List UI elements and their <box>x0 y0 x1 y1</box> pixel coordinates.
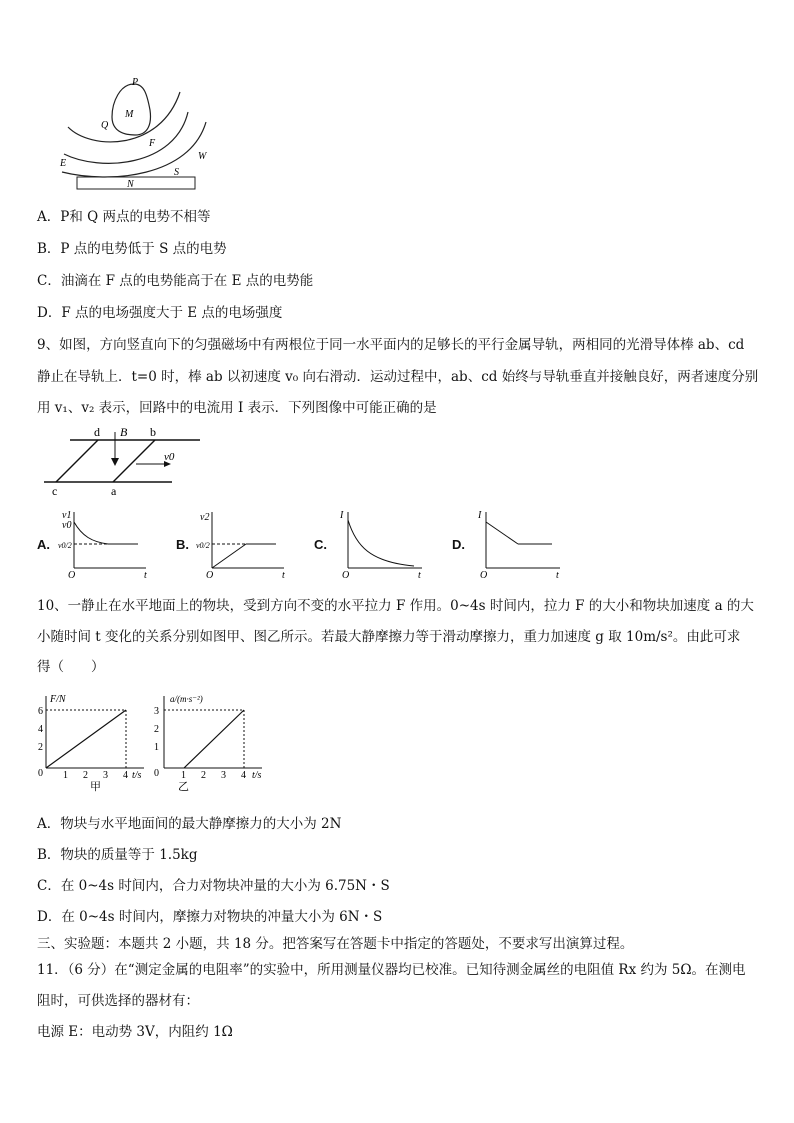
acceleration-ytick: 0 <box>154 768 159 779</box>
b-t-label: t <box>282 570 285 580</box>
q10-option-b: B．物块的质量等于 1.5kg <box>37 847 198 863</box>
a-y2-label: v0 <box>62 520 72 531</box>
label-S: S <box>174 167 179 178</box>
force-xtick: 3 <box>103 770 108 781</box>
d-t-label: t <box>556 570 559 580</box>
a-half-label: v0/2 <box>58 541 72 550</box>
q9-option-c-letter: C. <box>314 537 327 552</box>
acceleration-ytick: 3 <box>154 706 159 717</box>
q10-option-a: A．物块与水平地面间的最大静摩擦力的大小为 2N <box>37 816 342 832</box>
force-ytick: 2 <box>38 742 43 753</box>
q9-stem-line2: 静止在导轨上．t=0 时，棒 ab 以初速度 v₀ 向右滑动．运动过程中，ab、cd 始终与导轨垂直并接触良好，两者速度分别 <box>37 369 759 385</box>
label-a: a <box>111 484 117 498</box>
q9-option-a-graph <box>58 508 154 580</box>
force-x-axis-label: t/s <box>132 770 142 781</box>
force-xtick: 1 <box>63 770 68 781</box>
q11-stem-line3: 电源 E：电动势 3V，内阻约 1Ω <box>37 1024 233 1040</box>
force-xtick: 4 <box>123 770 128 781</box>
q8-option-b: B．P 点的电势低于 S 点的电势 <box>37 241 227 257</box>
q9-option-d-letter: D. <box>452 537 465 552</box>
acceleration-xtick: 2 <box>201 770 206 781</box>
label-Q: Q <box>101 120 109 131</box>
label-B-field: B <box>120 425 128 439</box>
force-series-line <box>46 710 126 768</box>
force-chart-caption: 甲 <box>90 781 101 792</box>
q9-stem-line1: 9、如图，方向竖直向下的匀强磁场中有两根位于同一水平面内的足够长的平行金属导轨，两相同的光滑导体棒 ab、cd <box>37 337 745 353</box>
q10-option-d: D．在 0~4s 时间内，摩擦力对物块的冲量大小为 6N・S <box>37 909 383 925</box>
q11-stem-line2: 阻时，可供选择的器材有： <box>37 993 199 1009</box>
q9-option-d-graph <box>472 508 568 580</box>
force-y-axis-label: F/N <box>50 694 66 705</box>
acceleration-series-line <box>184 710 244 768</box>
force-ytick: 6 <box>38 706 43 717</box>
label-N: N <box>127 179 134 190</box>
q10-stem-line3: 得（ ） <box>37 659 105 675</box>
label-d: d <box>94 425 100 439</box>
acceleration-ytick: 2 <box>154 724 159 735</box>
force-ytick: 4 <box>38 724 43 735</box>
q10-option-c: C．在 0~4s 时间内，合力对物块冲量的大小为 6.75N・S <box>37 878 390 894</box>
q10-chart-force <box>34 690 150 792</box>
q10-chart-acceleration <box>148 690 268 792</box>
section-3-heading: 三、实验题：本题共 2 小题，共 18 分。把答案写在答题卡中指定的答题处，不要求写出演算过程。 <box>37 936 634 952</box>
c-origin-label: O <box>342 570 350 580</box>
c-t-label: t <box>418 570 421 580</box>
a-t-label: t <box>144 570 147 580</box>
q11-stem-line1: 11．（6 分）在“测定金属的电阻率”的实验中，所用测量仪器均已校准。已知待测金属丝的电阻值 Rx 约为 5Ω。在测电 <box>37 962 746 978</box>
b-y-label: v2 <box>200 512 210 523</box>
q10-stem-line2: 小随时间 t 变化的关系分别如图甲、图乙所示。若最大静摩擦力等于滑动摩擦力，重力加速度 g 取 10m/s²。由此可求 <box>37 629 741 645</box>
label-W: W <box>198 151 207 162</box>
q9-option-b-letter: B. <box>176 537 189 552</box>
label-E: E <box>60 158 67 169</box>
c-y-label: I <box>340 510 344 521</box>
acceleration-chart-caption: 乙 <box>178 781 189 792</box>
label-P: P <box>132 77 139 88</box>
label-c: c <box>52 484 58 498</box>
q8-field-figure <box>50 72 220 196</box>
force-xtick: 2 <box>83 770 88 781</box>
q10-stem-line1: 10、一静止在水平地面上的物块，受到方向不变的水平拉力 F 作用。0~4s 时间内，拉力 F 的大小和物块加速度 a 的大 <box>37 598 754 614</box>
d-origin-label: O <box>480 570 488 580</box>
a-origin-label: O <box>68 570 76 580</box>
label-M: M <box>125 109 134 120</box>
q9-rails-figure <box>40 422 210 498</box>
label-b: b <box>150 425 156 439</box>
b-origin-label: O <box>206 570 214 580</box>
q9-stem-line3: 用 v₁、v₂ 表示，回路中的电流用 I 表示．下列图像中可能正确的是 <box>37 400 437 416</box>
q8-option-c: C．油滴在 F 点的电势能高于在 E 点的电势能 <box>37 273 314 289</box>
q8-option-a: A．P和 Q 两点的电势不相等 <box>37 209 211 225</box>
label-F: F <box>149 138 156 149</box>
b-half-label: v0/2 <box>196 541 210 550</box>
q9-option-c-graph <box>334 508 430 580</box>
acceleration-xtick: 4 <box>241 770 246 781</box>
q8-option-d: D．F 点的电场强度大于 E 点的电场强度 <box>37 305 283 321</box>
force-ytick: 0 <box>38 768 43 779</box>
label-v0: v0 <box>164 451 175 463</box>
acceleration-xtick: 1 <box>181 770 186 781</box>
a-y1-label: v1 <box>62 510 72 521</box>
acceleration-ytick: 1 <box>154 742 159 753</box>
acceleration-y-axis-label: a/(m·s⁻²) <box>170 694 203 704</box>
q9-option-a-letter: A. <box>37 537 50 552</box>
acceleration-xtick: 3 <box>221 770 226 781</box>
q9-option-b-graph <box>196 508 292 580</box>
acceleration-x-axis-label: t/s <box>252 770 262 781</box>
d-y-label: I <box>478 510 482 521</box>
